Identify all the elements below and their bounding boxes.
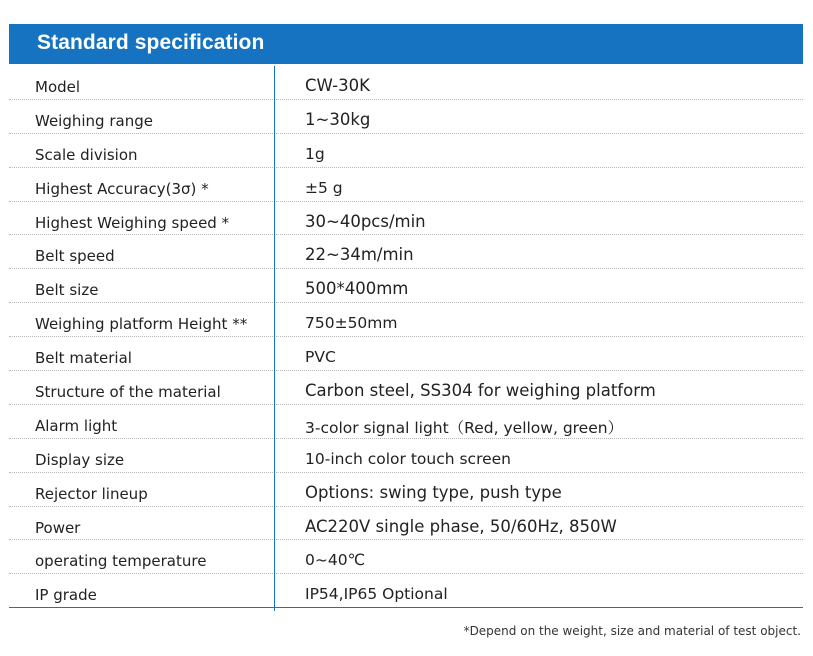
table-row — [9, 439, 803, 473]
table-row — [9, 371, 803, 405]
spec-value: 10-inch color touch screen — [305, 449, 511, 468]
spec-value: PVC — [305, 348, 336, 367]
spec-label: Display size — [35, 450, 125, 469]
spec-value: 22~34m/min — [305, 245, 414, 265]
table-row — [9, 574, 803, 608]
table-row — [9, 202, 803, 236]
spec-label: Power — [35, 518, 81, 537]
spec-value: 3-color signal light（Red, yellow, green） — [305, 418, 624, 437]
spec-label: Scale division — [35, 145, 138, 164]
page-title: Standard specification — [37, 31, 265, 54]
table-row — [9, 337, 803, 371]
spec-value: AC220V single phase, 50/60Hz, 850W — [305, 516, 617, 536]
spec-value: Options: swing type, push type — [305, 482, 562, 502]
spec-value: 500*400mm — [305, 279, 409, 299]
table-row — [9, 507, 803, 541]
table-row — [9, 303, 803, 337]
spec-label: Belt speed — [35, 247, 115, 266]
footnote: *Depend on the weight, size and material of test object. — [463, 624, 801, 638]
spec-label: Weighing range — [35, 111, 153, 130]
spec-label: Belt size — [35, 281, 99, 300]
column-divider — [274, 66, 275, 611]
spec-label: Highest Weighing speed * — [35, 213, 230, 232]
table-row — [9, 134, 803, 168]
spec-value: 30~40pcs/min — [305, 211, 426, 231]
spec-value: 0~40℃ — [305, 551, 365, 570]
spec-label: Highest Accuracy(3σ) * — [35, 179, 209, 198]
spec-label: Structure of the material — [35, 383, 221, 402]
table-row — [9, 405, 803, 439]
table-row — [9, 540, 803, 574]
spec-value: 1~30kg — [305, 109, 371, 129]
table-row — [9, 100, 803, 134]
table-row — [9, 168, 803, 202]
spec-label: Alarm light — [35, 416, 118, 435]
spec-value: ±5 g — [305, 178, 343, 197]
spec-table — [9, 66, 803, 608]
spec-header-bar — [9, 24, 803, 64]
spec-label: IP grade — [35, 586, 97, 605]
spec-label: Model — [35, 78, 81, 96]
table-row — [9, 269, 803, 303]
spec-value: CW-30K — [305, 76, 370, 95]
table-row — [9, 473, 803, 507]
spec-value: IP54,IP65 Optional — [305, 585, 448, 604]
spec-value: 750±50mm — [305, 314, 398, 333]
spec-label: Weighing platform Height ** — [35, 315, 248, 334]
spec-label: Belt material — [35, 349, 132, 368]
table-row — [9, 235, 803, 269]
table-row — [9, 66, 803, 100]
spec-label: operating temperature — [35, 552, 207, 571]
spec-value: Carbon steel, SS304 for weighing platform — [305, 381, 656, 401]
spec-label: Rejector lineup — [35, 484, 148, 503]
spec-value: 1g — [305, 144, 325, 163]
